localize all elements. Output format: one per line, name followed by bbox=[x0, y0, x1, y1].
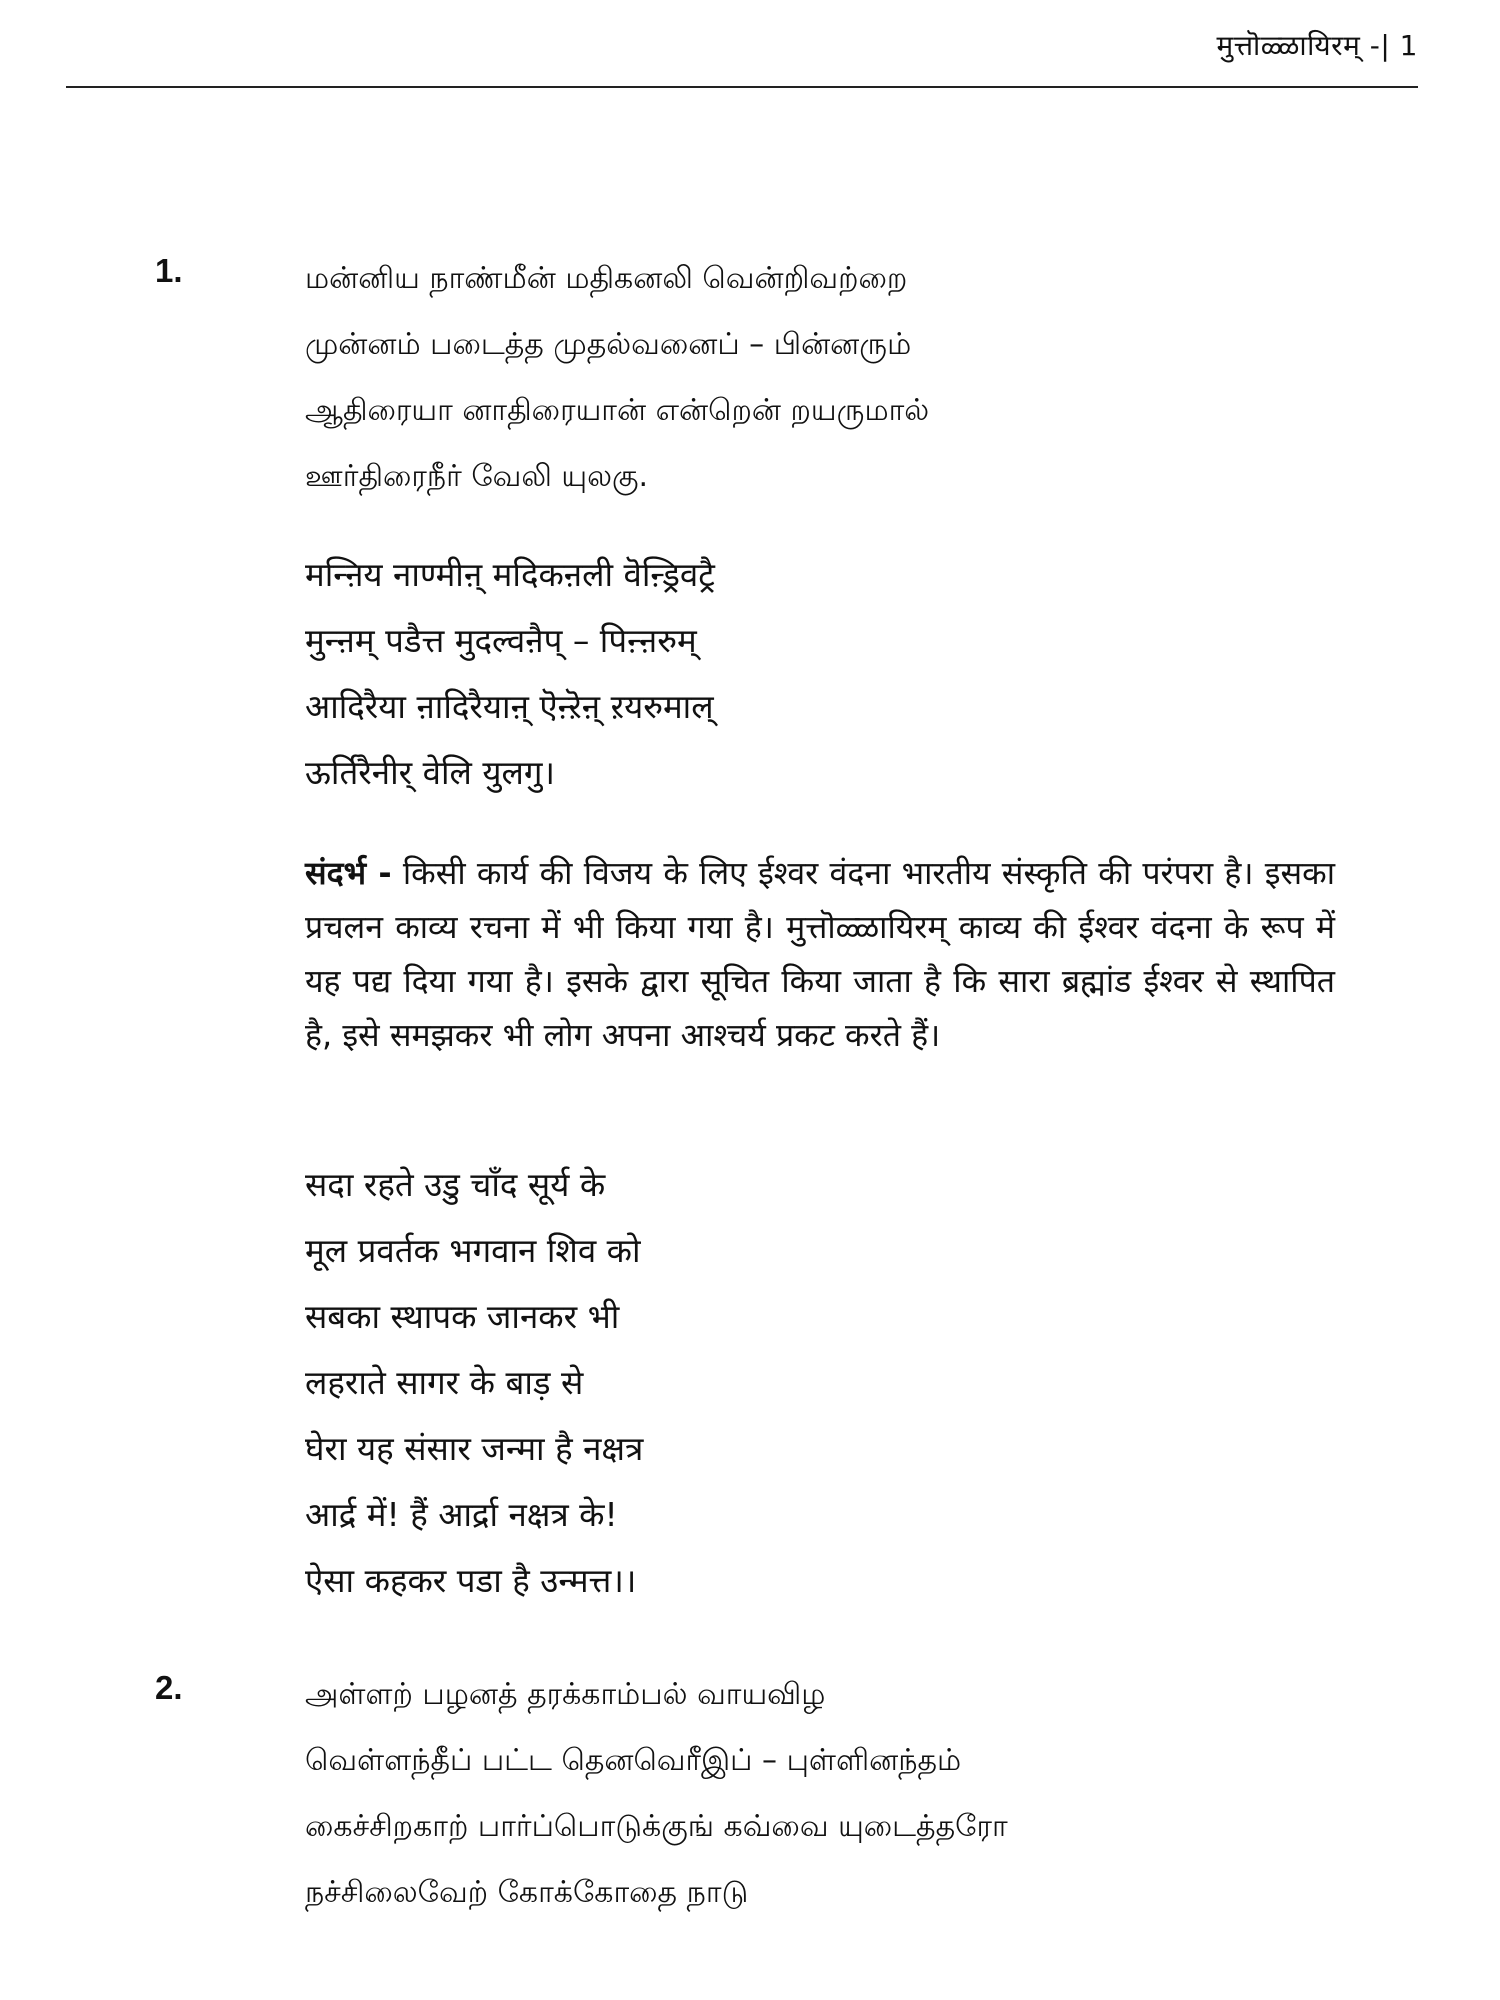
verse-1-transliteration-line: ऊर्तिरैनीर् वेलि युलगु। bbox=[305, 753, 555, 792]
verse-2-tamil-line: வெள்ளந்தீப் பட்ட தெனவெரீஇப் – புள்ளினந்தம் bbox=[305, 1743, 962, 1778]
verse-1-transliteration-line: मन्ऩिय नाण्मीऩ् मदिकऩली वॆऩ्ड्रिवट्रै bbox=[305, 555, 715, 594]
verse-1-tamil-line: மன்னிய நாண்மீன் மதிகனலி வென்றிவற்றை bbox=[305, 261, 908, 296]
verse-1-transliteration-line: मुन्ऩम् पडैत्त मुदल्वऩैप् – पिऩ्ऩरुम् bbox=[305, 621, 697, 660]
verse-1-transliteration-line: आदिरैया ऩादिरैयाऩ् ऎऩ्ऱॆऩ् ऱयरुमाल् bbox=[305, 687, 714, 726]
verse-2-tamil bbox=[305, 1662, 1008, 1926]
verse-1-tamil-line: ஆதிரையா னாதிரையான் என்றென் றயருமால் bbox=[305, 393, 930, 428]
verse-number-2: 2. bbox=[155, 1669, 183, 1706]
verse-2-tamil-line: கைச்சிறகாற் பார்ப்பொடுக்குங் கவ்வை யுடைத்தரோ bbox=[305, 1809, 1008, 1844]
verse-1-translation-line: मूल प्रवर्तक भगवान शिव को bbox=[305, 1231, 641, 1270]
context-text: किसी कार्य की विजय के लिए ईश्वर वंदना भारतीय संस्कृति की परंपरा है। इसका प्रचलन काव्य रचना में भी किया गया है। मुत्तॊळ्ळायिरम् काव्य की ईश्वर वंदना के रूप में यह पद्य दिया गया है। इसके द्वारा सूचित किया जाता है कि सारा ब्रह्मांड ईश्वर से स्थापित है, इसे समझकर भी लोग अपना आश्चर्य प्रकट करते हैं। bbox=[305, 854, 1335, 1054]
verse-1-transliteration bbox=[305, 542, 715, 806]
verse-1-translation-line: लहराते सागर के बाड़ से bbox=[305, 1363, 584, 1402]
verse-1-translation-line: ऐसा कहकर पडा है उन्मत्त।। bbox=[305, 1561, 637, 1600]
verse-2-tamil-line: அள்ளற் பழனத் தரக்காம்பல் வாயவிழ bbox=[305, 1677, 826, 1712]
verse-1-translation-line: सबका स्थापक जानकर भी bbox=[305, 1297, 620, 1336]
context-label: संदर्भ - bbox=[305, 854, 392, 892]
verse-2-tamil-line: நச்சிலைவேற் கோக்கோதை நாடு bbox=[305, 1875, 749, 1910]
verse-1-translation-line: आर्द्र में! हैं आर्द्रा नक्षत्र के! bbox=[305, 1495, 618, 1534]
verse-1-hindi-translation bbox=[305, 1152, 643, 1614]
verse-number-1: 1. bbox=[155, 252, 183, 289]
page-header-title: मुत्तॊळ्ळायिरम् -| 1 bbox=[1216, 29, 1418, 62]
verse-1-tamil-line: முன்னம் படைத்த முதல்வனைப் – பின்னரும் bbox=[305, 327, 912, 362]
verse-1-translation-line: सदा रहते उडु चाँद सूर्य के bbox=[305, 1165, 606, 1204]
verse-1-tamil bbox=[305, 246, 929, 510]
verse-1-translation-line: घेरा यह संसार जन्मा है नक्षत्र bbox=[305, 1429, 644, 1468]
verse-1-context-paragraph bbox=[305, 846, 1335, 1062]
verse-1-tamil-line: ஊர்திரைநீர் வேலி யுலகு. bbox=[305, 459, 649, 494]
header-divider bbox=[66, 86, 1418, 88]
